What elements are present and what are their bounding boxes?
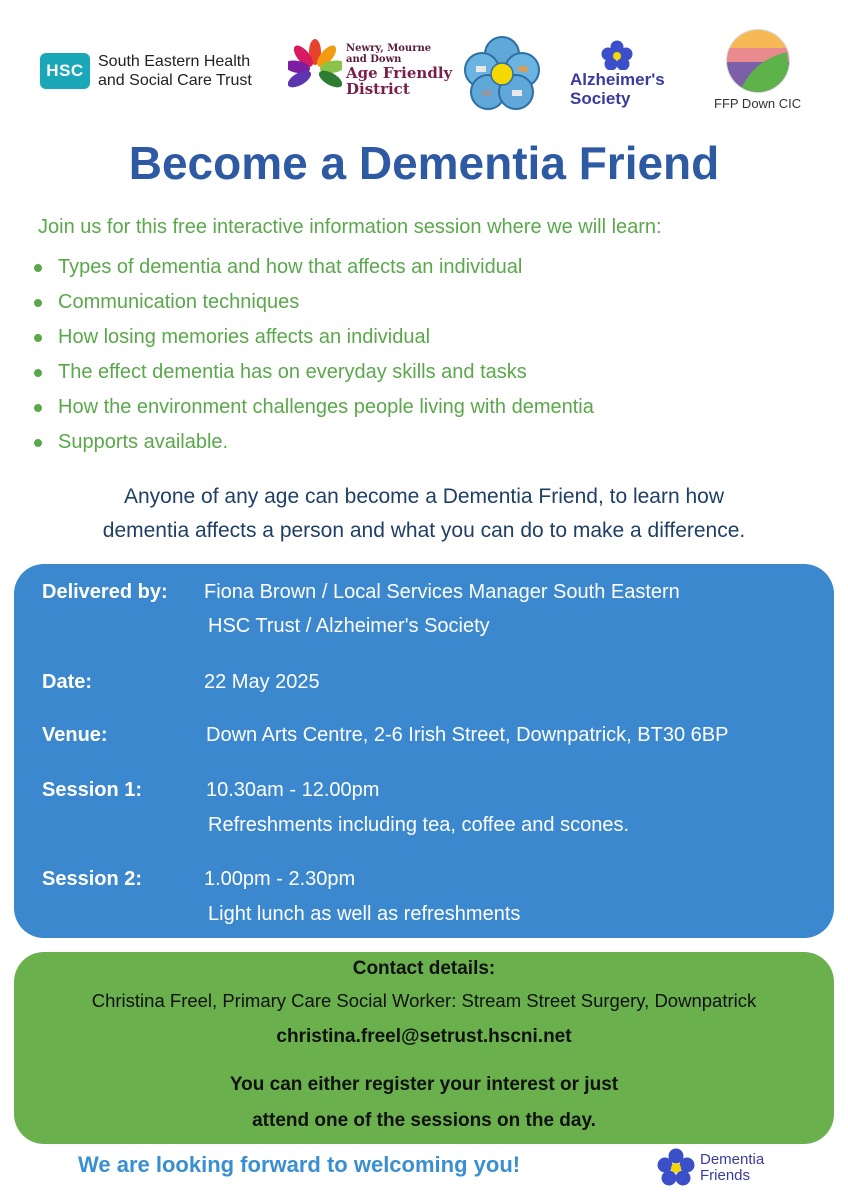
session2-note: Light lunch as well as refreshments: [208, 903, 521, 925]
alzheimers-society-logo: [570, 40, 665, 108]
page-title: Become a Dementia Friend: [128, 137, 720, 189]
alzheimers-text: [570, 70, 665, 108]
anyone-line-2: dementia affects a person and what you can do to make a difference.: [102, 519, 746, 542]
session1-time: 10.30am - 12.00pm: [206, 779, 380, 801]
ffp-emblem-icon: [725, 28, 791, 94]
df-line-2: Friends: [700, 1167, 751, 1184]
dementia-friends-text: [700, 1152, 764, 1184]
df-line-1: Dementia: [700, 1151, 765, 1168]
list-item: The effect dementia has on everyday skills and tasks: [32, 355, 594, 390]
flower-petals-icon: [288, 38, 342, 102]
delivered-value-2: HSC Trust / Alzheimer's Society: [208, 615, 490, 637]
anyone-paragraph: [20, 480, 828, 548]
age-line-3: Age Friendly: [346, 64, 453, 82]
ffp-down-logo: [714, 28, 801, 111]
session2-time: 1.00pm - 2.30pm: [204, 868, 356, 890]
hsc-trust-logo: [40, 52, 252, 90]
contact-heading: Contact details:: [352, 958, 496, 979]
contact-note-2: attend one of the sessions on the day.: [252, 1110, 596, 1131]
hsc-badge: HSC: [40, 53, 90, 89]
anyone-line-1: Anyone of any age can become a Dementia Friend, to learn how: [123, 485, 725, 508]
forget-me-not-icon: [600, 40, 634, 70]
logo-header: [0, 0, 848, 130]
intro-text: Join us for this free interactive information session where we will learn:: [38, 216, 662, 238]
hsc-line-1: South Eastern Health: [98, 53, 251, 70]
venue-label: Venue:: [42, 724, 108, 746]
delivered-value-1: Fiona Brown / Local Services Manager South Eastern: [204, 581, 680, 603]
age-line-4: District: [346, 80, 410, 98]
session1-label: Session 1:: [42, 779, 143, 801]
partnership-emblem-icon: [462, 34, 542, 112]
list-item: Types of dementia and how that affects an individual: [32, 250, 594, 285]
session-details-box: [14, 564, 834, 938]
contact-email[interactable]: christina.freel@setrust.hscni.net: [276, 1026, 572, 1047]
venue-value: Down Arts Centre, 2-6 Irish Street, Downpatrick, BT30 6BP: [206, 724, 729, 746]
hsc-trust-name: [98, 52, 252, 90]
dementia-friends-logo: [656, 1148, 764, 1188]
age-friendly-text: [346, 43, 452, 97]
session1-note: Refreshments including tea, coffee and scones.: [208, 814, 629, 836]
session2-label: Session 2:: [42, 868, 143, 890]
footer-message: We are looking forward to welcoming you!: [78, 1152, 521, 1177]
list-item: How the environment challenges people living with dementia: [32, 390, 594, 425]
age-line-1: Newry, Mourne: [346, 43, 432, 54]
contact-person: Christina Freel, Primary Care Social Worker: Stream Street Surgery, Downpatrick: [91, 990, 757, 1011]
dementia-friendly-partnership-logo: [462, 34, 542, 117]
date-label: Date:: [42, 671, 93, 693]
age-friendly-logo: [288, 38, 452, 102]
age-line-2: and Down: [346, 54, 402, 65]
date-value: 22 May 2025: [204, 671, 320, 693]
list-item: Supports available.: [32, 425, 594, 460]
list-item: How losing memories affects an individual: [32, 320, 594, 355]
contact-note-1: You can either register your interest or just: [229, 1074, 619, 1095]
hsc-line-2: and Social Care Trust: [98, 72, 252, 89]
contact-box: [14, 952, 834, 1144]
ffp-label: FFP Down CIC: [714, 96, 802, 111]
alz-line-1: Alzheimer's: [570, 70, 665, 89]
forget-me-not-icon: [656, 1148, 696, 1188]
topics-list: [32, 250, 594, 460]
alz-line-2: Society: [570, 89, 631, 108]
list-item: Communication techniques: [32, 285, 594, 320]
delivered-label: Delivered by:: [42, 581, 168, 603]
